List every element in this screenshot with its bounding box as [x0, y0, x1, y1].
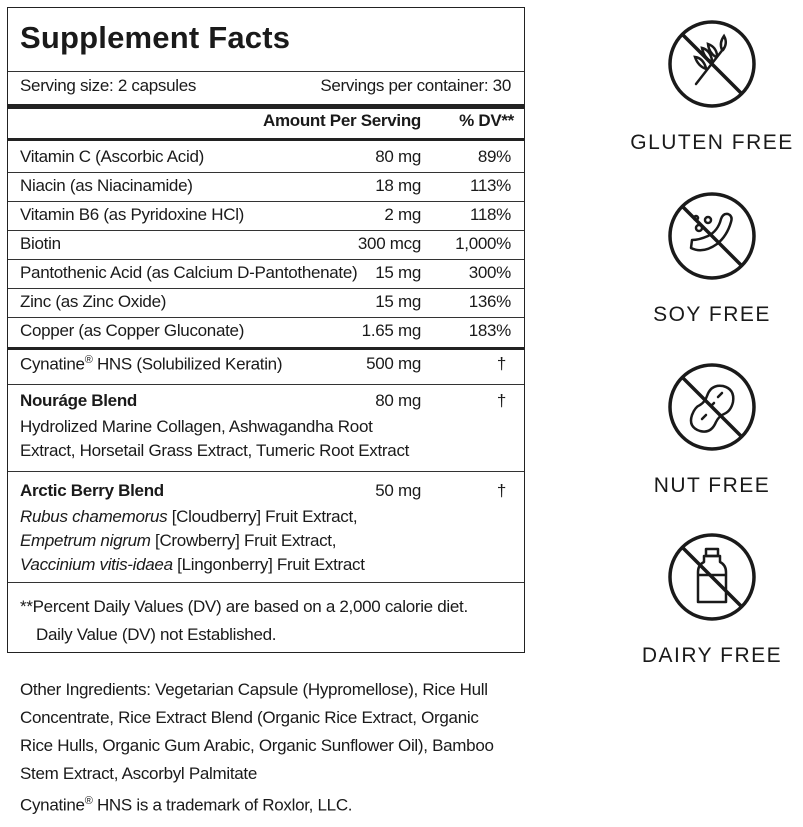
- badge-label: DAIRY FREE: [641, 644, 783, 667]
- footnote: **Percent Daily Values (DV) are based on a 2,000 calorie diet. Daily Value (DV) not Established.: [20, 597, 468, 644]
- blend-ingredients: Rubus chamemorus [Cloudberry] Fruit Extract, Empetrum nigrum [Crowberry] Fruit Extract, Vaccinium vitis-idaea [Lingonberry] Fruit Extract: [20, 507, 365, 574]
- nutrient-amount: 80 mg: [375, 147, 421, 166]
- nutrient-row: [8, 288, 524, 317]
- nutrient-amount: 300 mcg: [357, 234, 421, 253]
- thick-divider: [8, 138, 524, 141]
- blend-dv: †: [496, 391, 506, 410]
- blend-amount: 80 mg: [375, 391, 421, 410]
- nutrient-dv: 183%: [468, 321, 511, 340]
- other-ingredients: Other Ingredients: Vegetarian Capsule (Hypromellose), Rice Hull Concentrate, Rice Extract Blend (Organic Rice Extract, Organic Rice Hulls, Organic Gum Arabic, Organic Sunflower Oil), Bamboo Stem Extract, Ascorbyl Palmitate: [20, 680, 494, 783]
- cynatine-row: [8, 350, 524, 382]
- nutrient-amount: 2 mg: [384, 205, 421, 224]
- blend-name: Nouráge Blend: [20, 391, 138, 410]
- nutrient-amount: 18 mg: [375, 176, 421, 195]
- no-dairy-icon: [666, 531, 758, 623]
- trademark-note: Cynatine® HNS is a trademark of Roxlor, LLC.: [20, 795, 353, 815]
- nutrient-name: Vitamin C (Ascorbic Acid): [20, 147, 204, 166]
- panel-title: Supplement Facts: [20, 20, 291, 55]
- nutrient-name: Niacin (as Niacinamide): [20, 176, 193, 195]
- badge-label: GLUTEN FREE: [630, 131, 794, 154]
- servings-per-container: Servings per container: 30: [320, 76, 511, 95]
- badge-label: NUT FREE: [653, 474, 771, 497]
- nutrient-name: Copper (as Copper Gluconate): [20, 321, 245, 340]
- nutrient-dv: 300%: [468, 263, 511, 282]
- blend-name: Arctic Berry Blend: [20, 481, 164, 500]
- nutrient-row: [8, 201, 524, 230]
- nutrient-row: [8, 143, 524, 172]
- nutrient-dv: 136%: [468, 292, 511, 311]
- no-soy-icon: [666, 190, 758, 282]
- nutrient-dv: 1,000%: [455, 234, 511, 253]
- nutrient-name: Zinc (as Zinc Oxide): [20, 292, 167, 311]
- nutrient-row: [8, 259, 524, 288]
- nut-free-badge: [626, 361, 798, 498]
- nutrient-dv: 118%: [469, 205, 511, 224]
- blend-dv: †: [496, 481, 506, 500]
- divider: [8, 471, 524, 472]
- badge-label: SOY FREE: [653, 303, 771, 326]
- blend-amount: 50 mg: [375, 481, 421, 500]
- nutrient-dv: 89%: [477, 147, 511, 166]
- nutrient-dv: 113%: [469, 176, 511, 195]
- header-dv: % DV**: [459, 111, 514, 130]
- nutrient-amount: 1.65 mg: [361, 321, 421, 340]
- nutrient-amount: 500 mg: [366, 354, 421, 373]
- nutrient-name: Vitamin B6 (as Pyridoxine HCl): [20, 205, 245, 224]
- nutrient-row: [8, 172, 524, 201]
- nutrient-row: [8, 230, 524, 259]
- nourage-blend: [8, 385, 524, 472]
- no-nut-icon: [666, 361, 758, 453]
- nutrient-amount: 15 mg: [375, 263, 421, 282]
- blend-ingredients: Hydrolized Marine Collagen, Ashwagandha Root Extract, Horsetail Grass Extract, Tumeric Root Extract: [20, 417, 410, 460]
- nutrient-row: [8, 317, 524, 346]
- no-gluten-icon: [666, 18, 758, 110]
- nutrient-amount: 15 mg: [375, 292, 421, 311]
- arctic-berry-blend: [8, 475, 524, 585]
- divider: [8, 582, 524, 583]
- dairy-free-badge: [626, 531, 798, 668]
- nutrient-dv: †: [496, 354, 506, 373]
- nutrient-name: Biotin: [20, 234, 61, 253]
- nutrient-name: Cynatine® HNS (Solubilized Keratin): [20, 354, 283, 374]
- serving-size: Serving size: 2 capsules: [20, 76, 197, 95]
- soy-free-badge: [626, 190, 798, 327]
- gluten-free-badge: [626, 18, 798, 155]
- thick-divider: [8, 104, 524, 109]
- supplement-facts-panel: [7, 7, 525, 653]
- divider: [8, 71, 524, 72]
- header-amount: Amount Per Serving: [262, 111, 421, 130]
- nutrient-name: Pantothenic Acid (as Calcium D-Pantothenate): [20, 263, 358, 282]
